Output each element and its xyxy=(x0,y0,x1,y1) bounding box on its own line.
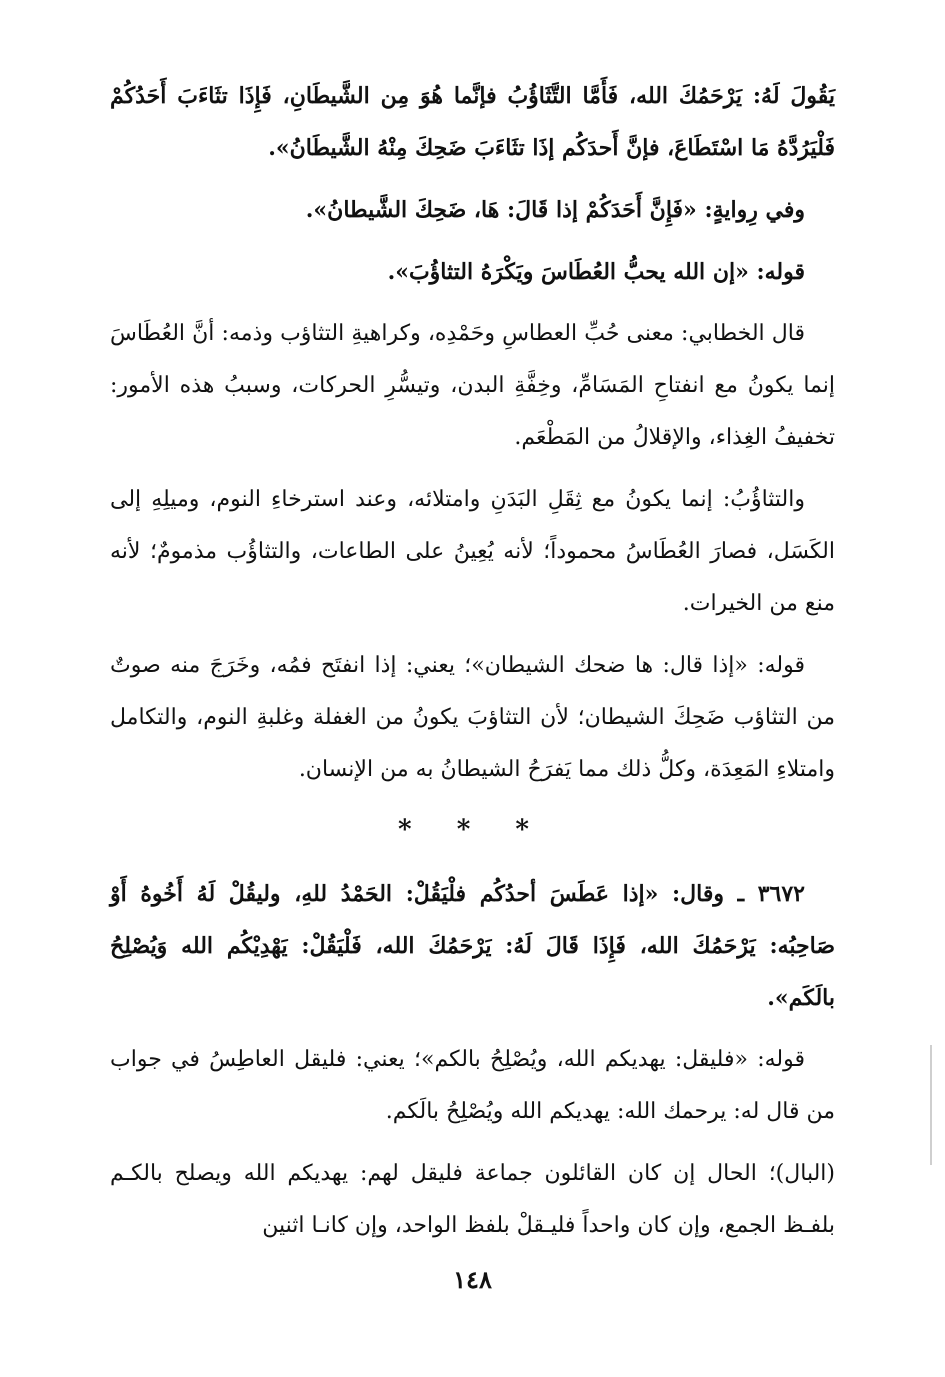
section-separator: * * * xyxy=(398,815,547,845)
hadith-text-continued: يَقُولَ لَهُ: يَرْحَمُكَ الله، فَأَمَّا التَّثَاؤُبُ فإنَّما هُوَ مِن الشَّيطَانِ، فَإِذَا تثَاءَبَ أَحَدُكُمْ فَلْيَرُدَّهُ مَا اسْتَطَاعَ، فإنَّ أَحدَكُم إذَا تثَاءَبَ ضَحِكَ مِنْهُ الشَّيطَانُ». xyxy=(110,83,835,161)
commentary-paragraph: والتثاؤُبُ: إنما يكونُ مع ثِقَلِ البَدَنِ وامتلائه، وعند استرخاءِ النوم، وميلِهِ إلى الكَسَل، فصارَ العُطَاسُ محموداً؛ لأنه يُعِينُ على الطاعات، والتثاؤُب مذمومٌ؛ لأنه منع من الخيرات. xyxy=(110,487,835,616)
commentary-paragraph: (البال)؛ الحال إن كان القائلون جماعة فليقل لهم: يهديكم الله ويصلح بالكـم بلفـظ الجمع، وإن كان واحداً فليـقلْ بلفظ الواحد، وإن كانـا اثنين xyxy=(110,1161,835,1238)
margin-line xyxy=(930,1045,932,1165)
hadith-text: ٣٦٧٢ ـ وقال: «إذا عَطَسَ أحدُكُم فلْيَقُلْ: الحَمْدُ للهِ، وليقُلْ لَهُ أَخُوهُ أَوْ صَاحِبُه: يَرْحَمُكَ الله، فَإِذَا قَالَ لَهُ: يَرْحَمُكَ الله، فَلْيَقُلْ: يَهْدِيْكُم الله وَيُصْلِحُ بالَكَم». xyxy=(110,881,835,1011)
commentary-paragraph: قوله: «إذا قال: ها ضحك الشيطان»؛ يعني: إذا انفتَح فمُه، وخَرَجَ منه صوتٌ من التثاؤب ضَحِكَ الشيطان؛ لأن التثاؤبَ يكونُ من الغفلة وغلبةِ النوم، والتكامل وامتلاءِ المَعِدَة، وكلُّ ذلك مما يَفرَحُ الشيطانُ به من الإنسان. xyxy=(110,653,835,782)
commentary-heading: قوله: «إن الله يحبُّ العُطَاسَ ويَكْرَهُ التثاؤُبَ». xyxy=(387,259,805,285)
commentary-paragraph: قوله: «فليقل: يهديكم الله، ويُصْلِحُ بالكم»؛ يعني: فليقل العاطِسُ في جواب من قال له: يرحمك الله: يهديكم الله ويُصْلِحُ بالَكم. xyxy=(110,1047,835,1124)
page-number: ١٤٨ xyxy=(453,1265,492,1294)
narration-variant: وفي رِوايةٍ: «فَإِنَّ أَحَدَكُمْ إذا قَالَ: هَا، ضَحِكَ الشَّيطانُ». xyxy=(305,197,805,223)
commentary-paragraph: قال الخطابي: معنى حُبِّ العطاسِ وحَمْدِه، وكراهيةِ التثاؤب وذمه: أنَّ العُطَاسَ إنما يكونُ مع انفتاحِ المَسَامِّ، وخِفَّةِ البدن، وتيسُّرِ الحركات، وسببُ هذه الأمور: تخفيفُ الغِذاء، والإقلالُ من المَطْعَم. xyxy=(110,321,835,450)
